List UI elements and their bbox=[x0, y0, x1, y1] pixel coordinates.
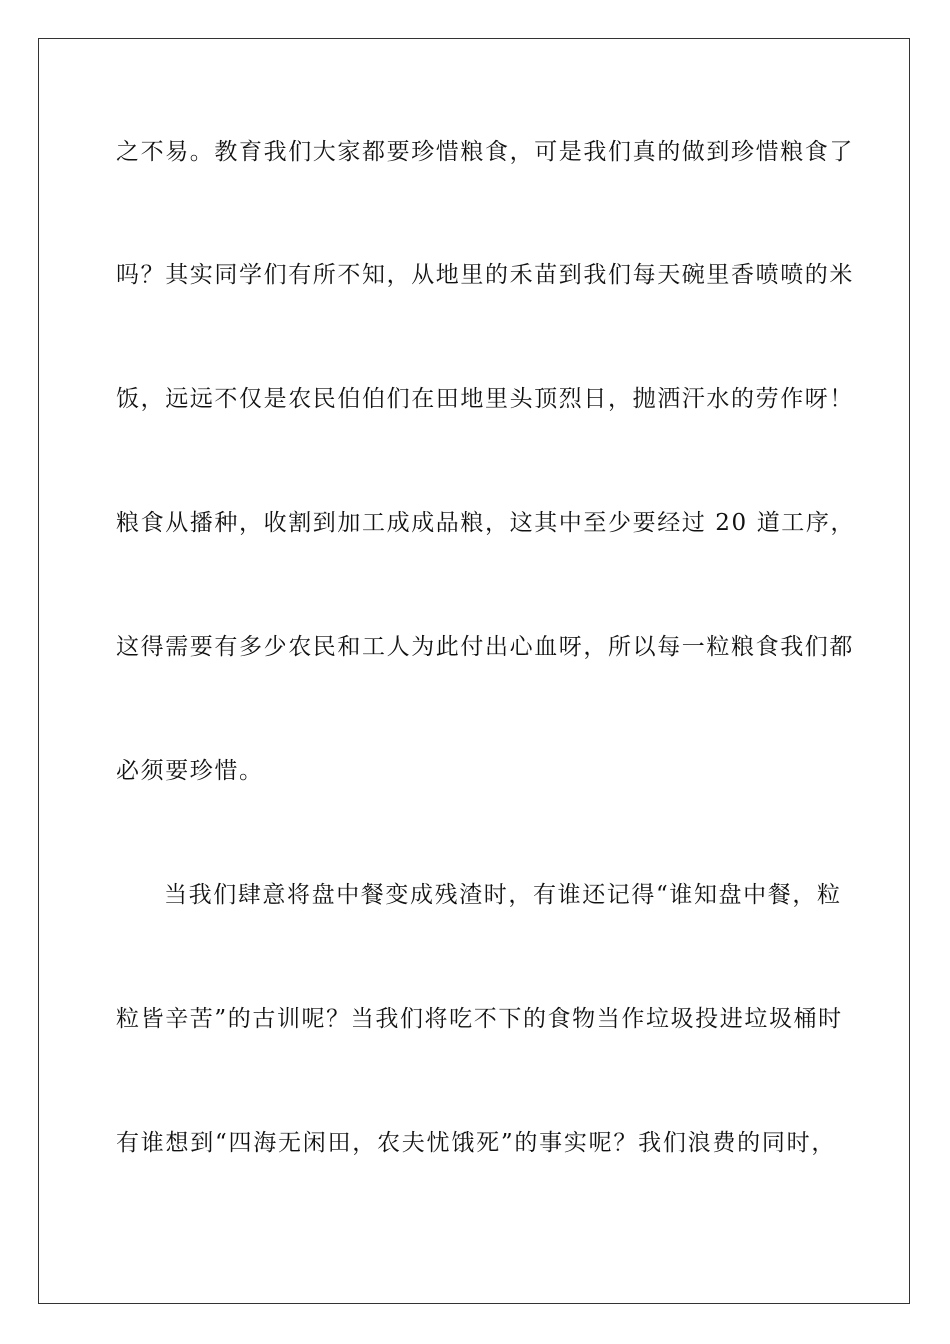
text-line-8: 粒皆辛苦”的古训呢？当我们将吃不下的食物当作垃圾投进垃圾桶时 bbox=[116, 1006, 843, 1032]
text-line-6: 必须要珍惜。 bbox=[116, 758, 264, 784]
text-line-5: 这得需要有多少农民和工人为此付出心血呀，所以每一粒粮食我们都 bbox=[116, 634, 854, 660]
text-line-3: 饭，远远不仅是农民伯伯们在田地里头顶烈日，抛洒汗水的劳作呀！ bbox=[116, 386, 854, 412]
text-line-7: 当我们肆意将盘中餐变成残渣时，有谁还记得“谁知盘中餐，粒 bbox=[164, 882, 842, 908]
text-line-4: 粮食从播种，收割到加工成成品粮，这其中至少要经过 20 道工序， bbox=[116, 510, 856, 536]
text-line-9: 有谁想到“四海无闲田，农夫忧饿死”的事实呢？我们浪费的同时， bbox=[116, 1130, 836, 1156]
page-frame bbox=[38, 38, 910, 1304]
text-line-2: 吗？其实同学们有所不知，从地里的禾苗到我们每天碗里香喷喷的米 bbox=[116, 262, 854, 288]
text-line-1: 之不易。教育我们大家都要珍惜粮食，可是我们真的做到珍惜粮食了 bbox=[116, 139, 854, 165]
